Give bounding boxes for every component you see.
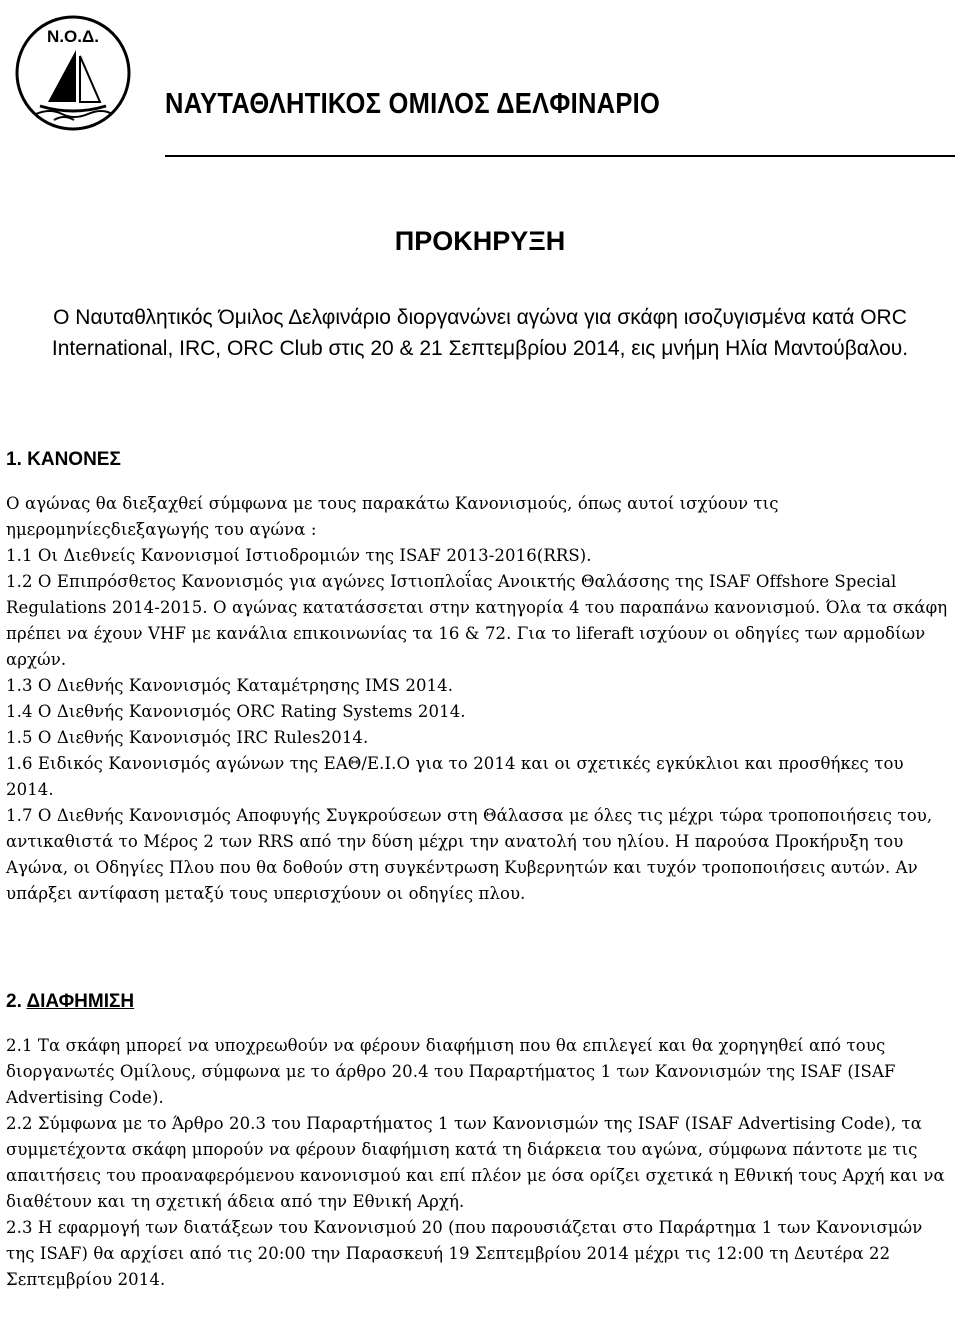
section-heading-rules: 1. ΚΑΝΟΝΕΣ [6, 449, 121, 470]
section-rules [6, 447, 951, 907]
document-title: ΠΡΟΚΗΡΥΞΗ [394, 226, 566, 256]
rules-body [6, 491, 951, 907]
rules-paragraph: Ο αγώνας θα διεξαχθεί σύμφωνα με τους παρακάτω Κανονισμούς, όπως αυτοί ισχύουν τις ημερομηνίεςδιεξαγωγής του αγώνα : [6, 494, 779, 539]
section-number: 2. [6, 991, 22, 1012]
intro-paragraph: Ο Ναυταθλητικός Όμιλος Δελφινάριο διοργανώνει αγώνα για σκάφη ισοζυγισμένα κατά ORC International, IRC, ORC Club στις 20 & 21 Σεπτεμβρίου 2014, εις μνήμη Ηλία Μαντούβαλου. [51, 306, 909, 360]
section-advertising [6, 989, 951, 1293]
rules-item-1-1: 1.1 Οι Διεθνείς Κανονισμοί Ιστιοδρομιών της ISAF 2013-2016(RRS). [6, 546, 592, 565]
rules-item-1-7: 1.7 Ο Διεθνής Κανονισμός Αποφυγής Συγκρούσεων στη Θάλασσα με όλες τις μέχρι τώρα τροποποιήσεις του, αντικαθιστά το Μέρος 2 των RRS από την δύση μέχρι την ανατολή του ηλίου. Η παρούσα Προκήρυξη του Αγώνα, οι Οδηγίες Πλου που θα δοθούν στη συγκέντρωση Κυβερνητών και τυχόν τροποποιήσεις αυτών. Αν υπάρξει αντίφαση μεταξύ τους υπερισχύουν οι οδηγίες πλου. [6, 806, 933, 903]
advertising-item-2-1: 2.1 Τα σκάφη μπορεί να υποχρεωθούν να φέρουν διαφήμιση που θα επιλεγεί και θα χορηγηθεί από τους διοργανωτές Ομίλους, σύμφωνα με το άρθρο 20.4 του Παραρτήματος 1 των Κανονισμών της ISAF (ISAF Advertising Code). [6, 1036, 896, 1107]
rules-item-1-5: 1.5 Ο Διεθνής Κανονισμός IRC Rules2014. [6, 728, 369, 747]
club-logo [14, 10, 132, 135]
section-heading-advertising [6, 989, 951, 1015]
logo-text: Ν.Ο.Δ. [47, 27, 99, 46]
letterhead [0, 0, 960, 160]
rules-item-1-4: 1.4 Ο Διεθνής Κανονισμός ORC Rating Systems 2014. [6, 702, 466, 721]
rules-item-1-2: 1.2 Ο Επιπρόσθετος Κανονισμός για αγώνες Ιστιοπλοΐας Ανοικτής Θαλάσσης της ISAF Offshore Special Regulations 2014-2015. Ο αγώνας κατατάσσεται στην κατηγορία 4 του παραπάνω κανονισμού. Όλα τα σκάφη πρέπει να έχουν VHF με κανάλια επικοινωνίας τα 16 & 72. Για το liferaft ισχύουν οι οδηγίες των αρμοδίων αρχών. [6, 572, 948, 669]
advertising-item-2-2: 2.2 Σύμφωνα με το Άρθρο 20.3 του Παραρτήματος 1 των Κανονισμών της ISAF (ISAF Advertising Code), τα συμμετέχοντα σκάφη μπορούν να φέρουν διαφήμιση κατά τη διάρκεια του αγώνα, σύμφωνα πάντοτε με τις απαιτήσεις του προαναφερόμενου κανονισμού και επί πλέον με όσα ορίζει σχετικά η Εθνική τους Αρχή και να διαθέτουν και τη σχετική άδεια από την Εθνική Αρχή. [6, 1114, 945, 1211]
rules-item-1-3: 1.3 Ο Διεθνής Κανονισμός Καταμέτρησης IMS 2014. [6, 676, 454, 695]
advertising-item-2-3: 2.3 Η εφαρμογή των διατάξεων του Κανονισμού 20 (που παρουσιάζεται στο Παράρτημα 1 των Κανονισμών της ISAF) θα αρχίσει από τις 20:00 την Παρασκευή 19 Σεπτεμβρίου 2014 μέχρι τις 12:00 τη Δευτέρα 22 Σεπτεμβρίου 2014. [6, 1218, 923, 1289]
advertising-body [6, 1033, 951, 1293]
header-divider [165, 155, 955, 157]
rules-item-1-6: 1.6 Ειδικός Κανονισμός αγώνων της ΕΑΘ/Ε.Ι.Ο για το 2014 και οι σχετικές εγκύκλιοι και προσθήκες του 2014. [6, 754, 904, 799]
section-title: ΔΙΑΦΗΜΙΣΗ [26, 991, 135, 1012]
organization-name: ΝΑΥΤΑΘΛΗΤΙΚΟΣ ΟΜΙΛΟΣ ΔΕΛΦΙΝΑΡΙΟ [165, 88, 661, 120]
